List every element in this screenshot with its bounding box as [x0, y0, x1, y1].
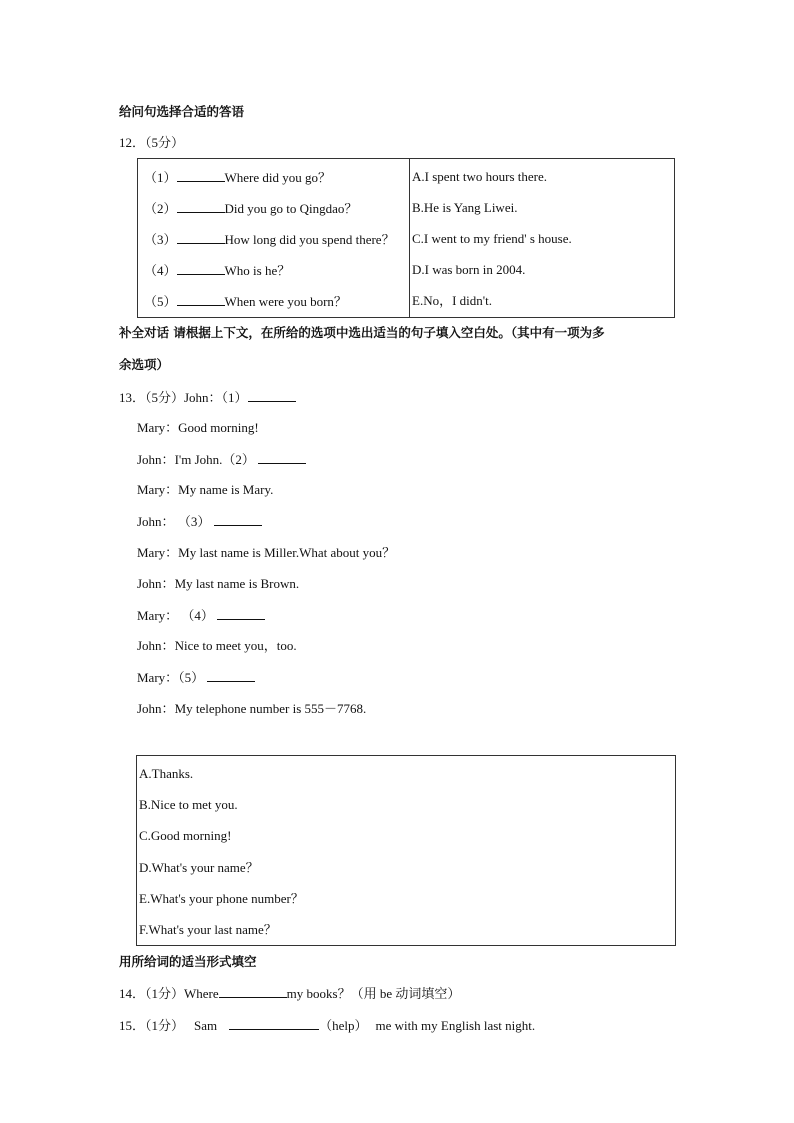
answer-blank[interactable]: [217, 607, 265, 620]
question-15: [119, 1017, 535, 1034]
dialogue-line: [137, 451, 306, 468]
question-row: [144, 262, 290, 279]
section-heading-dialogue-line2: 余选项）: [119, 357, 170, 372]
question-14-after: my books？（用 be 动词填空）: [286, 986, 461, 1001]
question-number: （1）: [144, 170, 177, 185]
dialogue-line: [137, 669, 255, 686]
speaker: Mary：: [137, 545, 179, 560]
option-d: D.What's your name？: [139, 860, 259, 875]
dialogue-text: I'm John.（2）: [174, 452, 255, 467]
answer-blank[interactable]: [214, 513, 262, 526]
dialogue-text: My name is Mary.: [178, 482, 274, 497]
dialogue-line: [137, 576, 299, 592]
answer-option-b: B.He is Yang Liwei.: [412, 200, 518, 215]
question-number: （3）: [144, 232, 177, 247]
question-number: （2）: [144, 201, 177, 216]
question-13-label: [119, 389, 296, 406]
question-15-label: 15．（1分）: [119, 1018, 185, 1033]
answer-option-d: D.I was born in 2004.: [412, 262, 526, 277]
answer-blank[interactable]: [177, 293, 225, 306]
answer-blank[interactable]: [219, 985, 287, 998]
speaker: John：: [137, 638, 175, 653]
question-text: Where did you go？: [224, 170, 332, 185]
dialogue-text: （4）: [181, 608, 214, 623]
dialogue-line: [137, 701, 366, 717]
table-divider: [409, 159, 410, 317]
answer-blank[interactable]: [258, 451, 306, 464]
option-f: F.What's your last name？: [139, 922, 277, 937]
speaker: Mary：: [137, 608, 179, 623]
dialogue-line: [137, 420, 259, 436]
answer-option-e: E.No，I didn't.: [412, 293, 492, 308]
answer-blank[interactable]: [248, 389, 296, 402]
question-number: （4）: [144, 263, 177, 278]
question-text: When were you born？: [224, 294, 347, 309]
speaker: Mary：: [137, 670, 179, 685]
answer-blank[interactable]: [177, 262, 225, 275]
answer-option-c: C.I went to my friend' s house.: [412, 231, 572, 246]
question-14-before: Where: [184, 986, 219, 1001]
question-number: （5）: [144, 294, 177, 309]
answer-blank[interactable]: [177, 231, 225, 244]
option-a: A.Thanks.: [139, 766, 194, 781]
dialogue-text: Nice to meet you，too.: [174, 638, 297, 653]
dialogue-text: My telephone number is 555－7768.: [174, 701, 367, 716]
matching-table: [137, 158, 675, 318]
dialogue-text: My last name is Brown.: [174, 576, 300, 591]
dialogue-line: [137, 513, 262, 530]
dialogue-text: Good morning!: [178, 420, 259, 435]
question-row: [144, 200, 357, 217]
section-heading-match: 给问句选择合适的答语: [119, 104, 245, 119]
dialogue-line: [137, 545, 395, 561]
question-14: [119, 985, 460, 1002]
question-row: [144, 231, 395, 248]
option-e: E.What's your phone number？: [139, 891, 304, 906]
answer-option-a: A.I spent two hours there.: [412, 169, 548, 184]
options-box: [136, 755, 676, 946]
speaker: John：: [137, 514, 175, 529]
question-14-label: 14．（1分）: [119, 986, 185, 1001]
question-text: Who is he？: [224, 263, 291, 278]
question-12-label: 12．（5分）: [119, 135, 185, 150]
question-15-before: Sam: [194, 1018, 218, 1033]
speaker: Mary：: [137, 420, 179, 435]
question-row: [144, 169, 331, 186]
speaker: Mary：: [137, 482, 179, 497]
option-b: B.Nice to met you.: [139, 797, 238, 812]
answer-blank[interactable]: [229, 1017, 319, 1030]
question-text: Did you go to Qingdao？: [224, 201, 358, 216]
question-text: How long did you spend there？: [224, 232, 395, 247]
dialogue-text: （5）: [178, 670, 205, 685]
dialogue-line: [137, 638, 297, 654]
dialogue-text: My last name is Miller.What about you？: [178, 545, 396, 560]
question-13-prompt: 13．（5分）John：（1）: [119, 390, 248, 405]
answer-blank[interactable]: [177, 169, 225, 182]
answer-blank[interactable]: [207, 669, 255, 682]
section-heading-fill: 用所给词的适当形式填空: [119, 954, 257, 969]
speaker: John：: [137, 701, 175, 716]
speaker: John：: [137, 576, 175, 591]
question-15-hint: （help）: [319, 1018, 368, 1033]
dialogue-line: [137, 482, 273, 498]
dialogue-line: [137, 607, 265, 624]
section-heading-dialogue-line1: 补全对话 请根据上下文，在所给的选项中选出适当的句子填入空白处。（其中有一项为多: [119, 325, 605, 340]
speaker: John：: [137, 452, 175, 467]
option-c: C.Good morning!: [139, 828, 232, 843]
question-row: [144, 293, 347, 310]
dialogue-text: （3）: [177, 514, 211, 529]
question-15-after: me with my English last night.: [375, 1018, 536, 1033]
answer-blank[interactable]: [177, 200, 225, 213]
